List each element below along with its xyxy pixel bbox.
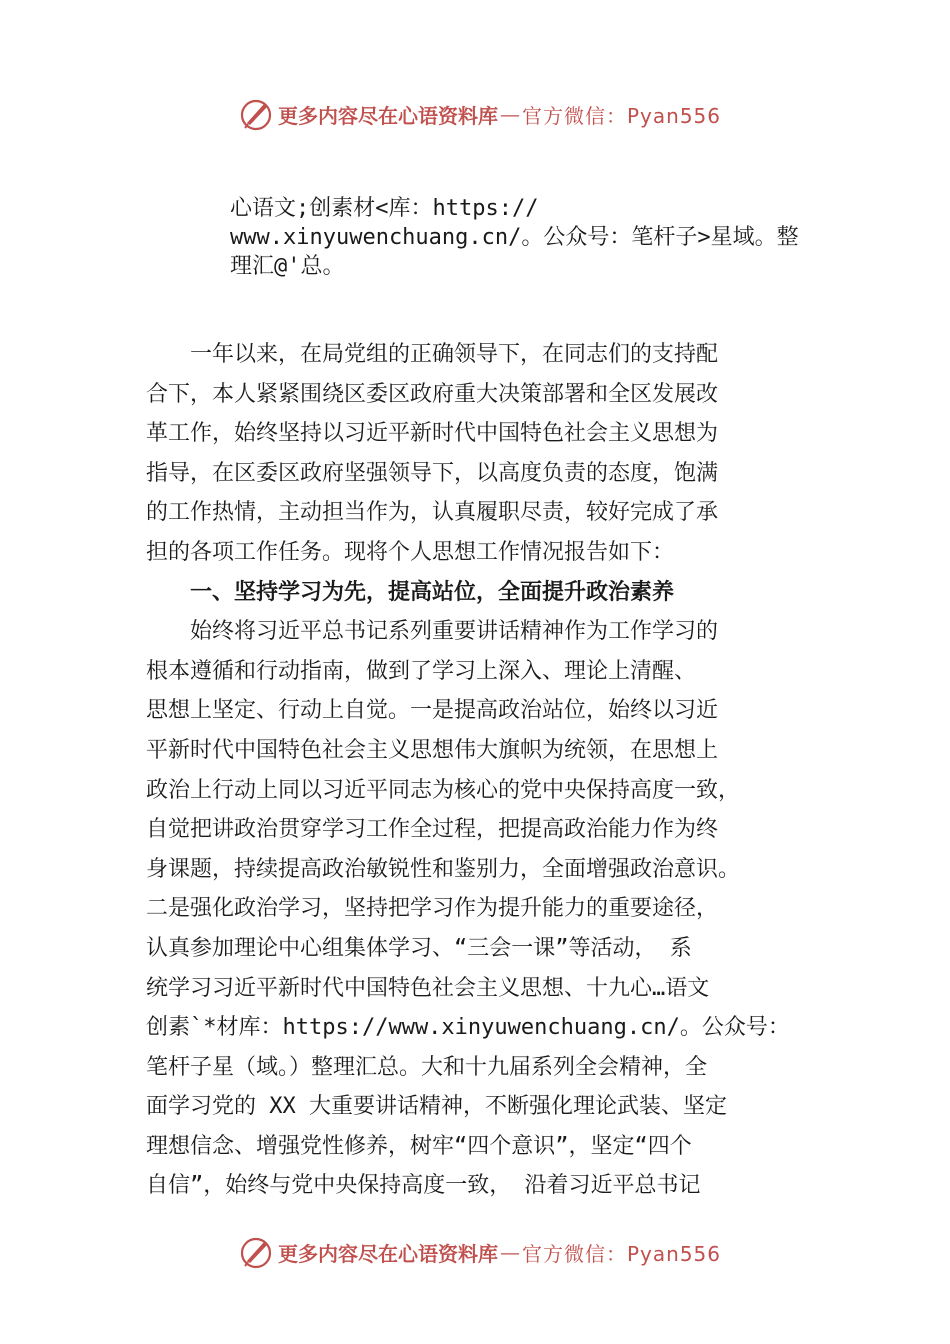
body-line: 的工作热情，主动担当作为，认真履职尽责，较好完成了承 [146, 500, 719, 526]
quill-pen-logo-icon [238, 1234, 274, 1270]
banner-wechat: 官方微信：Pyan556 [522, 103, 722, 128]
body-line: 思想上坚定、行动上自觉。一是提高政治站位，始终以习近 [146, 698, 719, 724]
body-line: 合下，本人紧紧围绕区委区政府重大决策部署和全区发展改 [146, 381, 719, 407]
header-banner [238, 94, 758, 134]
body-line: 二是强化政治学习，坚持把学习作为提升能力的重要途径， [146, 896, 719, 922]
body-line: 笔杆子星（域。）整理汇总。大和十九届系列全会精神，全 [146, 1054, 708, 1080]
intro-block [230, 194, 840, 281]
body-line: 认真参加理论中心组集体学习、“三会一课”等活动， 系 [146, 935, 692, 961]
intro-line: 理汇@'总。 [230, 254, 345, 279]
body-line: 一年以来，在局党组的正确领导下，在同志们的支持配 [146, 342, 719, 367]
body-line: 统学习习近平新时代中国特色社会主义思想、十九心…语文 [146, 975, 710, 1001]
body-line: 身课题，持续提高政治敏锐性和鉴别力，全面增强政治意识。 [146, 856, 741, 882]
document-body [146, 335, 826, 1206]
body-line: 始终将习近平总书记系列重要讲话精神作为工作学习的 [146, 619, 719, 645]
banner-dash: — [500, 102, 520, 126]
body-line: 自觉把讲政治贯穿学习工作全过程，把提高政治能力作为终 [146, 817, 719, 843]
body-line: 革工作，始终坚持以习近平新时代中国特色社会主义思想为 [146, 421, 719, 447]
body-line: 自信”，始终与党中央保持高度一致， 沿着习近平总书记 [146, 1173, 701, 1199]
body-line: 指导，在区委区政府坚强领导下，以高度负责的态度，饱满 [146, 460, 719, 486]
body-line: 面学习党的 XX 大重要讲话精神，不断强化理论武装、坚定 [146, 1094, 727, 1120]
section-heading: 一、坚持学习为先，提高站位，全面提升政治素养 [146, 579, 675, 605]
intro-line: 心语文;创素材<库：https:// [230, 196, 539, 221]
body-line: 创素`*材库：https://www.xinyuwenchuang.cn/。公众号： [146, 1015, 790, 1041]
footer-banner [238, 1232, 758, 1272]
body-line: 政治上行动上同以习近平同志为核心的党中央保持高度一致， [146, 777, 741, 803]
quill-pen-logo-icon [238, 96, 274, 132]
body-line: 根本遵循和行动指南，做到了学习上深入、理论上清醒、 [146, 658, 697, 684]
banner-title: 更多内容尽在心语资料库 [278, 1241, 498, 1266]
body-line: 理想信念、增强党性修养，树牢“四个意识”，坚定“四个 [146, 1133, 692, 1159]
body-line: 担的各项工作任务。现将个人思想工作情况报告如下： [146, 539, 675, 565]
banner-title: 更多内容尽在心语资料库 [278, 103, 498, 128]
banner-wechat: 官方微信：Pyan556 [522, 1241, 722, 1266]
body-line: 平新时代中国特色社会主义思想伟大旗帜为统领，在思想上 [146, 737, 719, 763]
intro-line: www.xinyuwenchuang.cn/。公众号：笔杆子>星域。整 [230, 225, 799, 250]
banner-dash: — [500, 1240, 520, 1264]
